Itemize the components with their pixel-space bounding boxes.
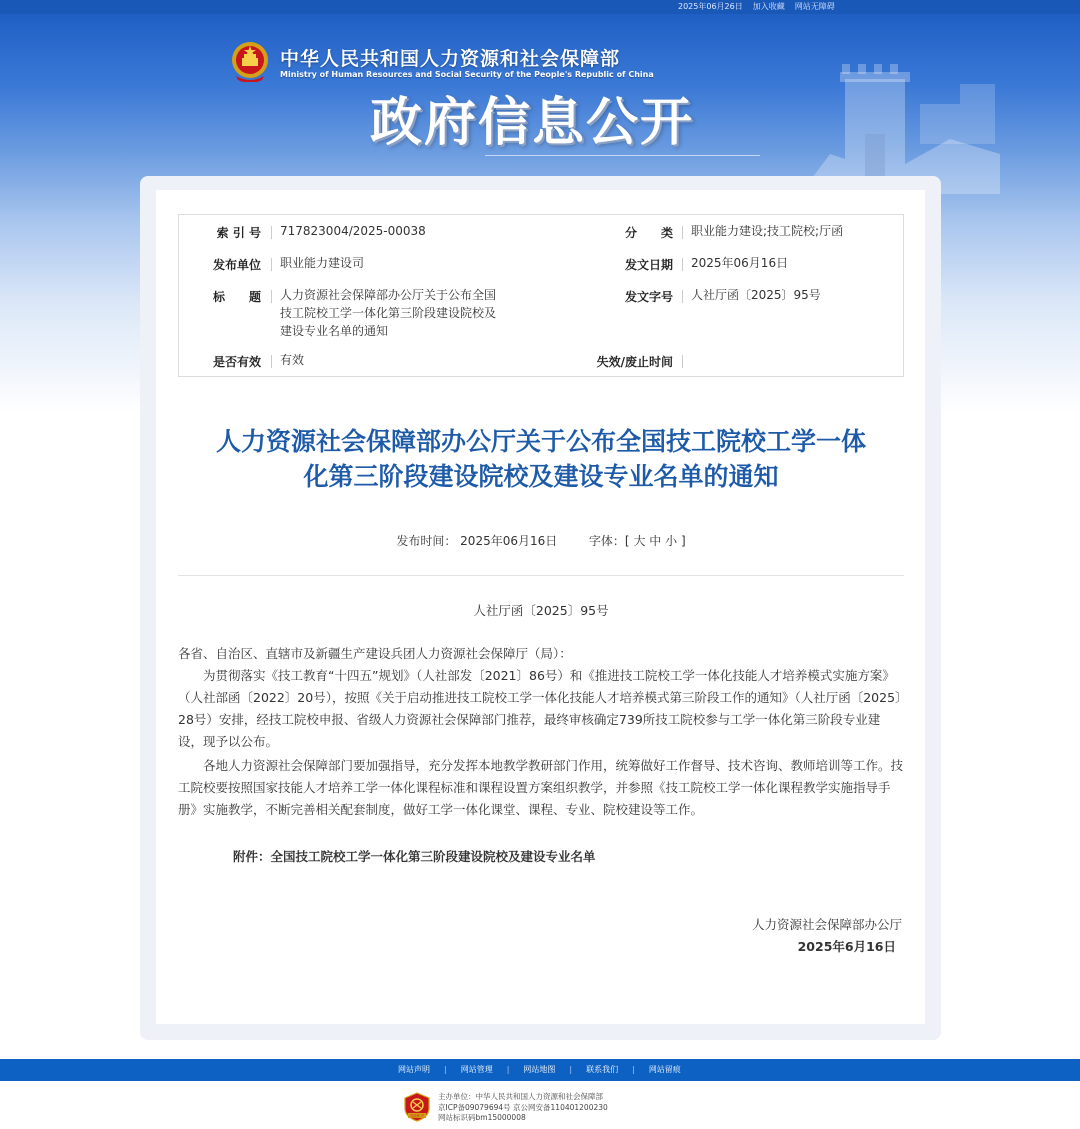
pub-time-label: 发布时间： (396, 534, 457, 548)
separator (682, 226, 683, 239)
footer-link-sitemap[interactable]: 网站地图 (523, 1065, 556, 1074)
font-size-label: 字体：[ (588, 534, 630, 548)
top-bar-links (678, 1, 835, 13)
issue-date-label: 发文日期 (624, 258, 673, 272)
footer-site-id: 网站标识码bm15000008 (438, 1113, 526, 1122)
separator (682, 355, 683, 368)
index-label: 索 引 号 (216, 226, 261, 240)
footer-link-contact[interactable]: 联系我们 (586, 1065, 619, 1074)
title-value-line: 技工院校工学一体化第三阶段建设院校及 (280, 306, 497, 320)
badge-text: 党政机关 (409, 1114, 425, 1119)
accessibility-link[interactable]: 网站无障碍 (794, 2, 835, 11)
index-value: 717823004/2025-00038 (280, 224, 426, 238)
category-label: 分 类 (624, 226, 673, 240)
footer-icp[interactable]: 京ICP备09079694号 京公网安备110401200230 (438, 1102, 608, 1112)
attachment-link[interactable]: 附件：全国技工院校工学一体化第三阶段建设院校及建设专业名单 (233, 849, 596, 864)
ministry-name-en: Ministry of Human Resources and Social Security of the People's Republic of China (280, 70, 654, 79)
signature-org: 人力资源社会保障部办公厅 (751, 917, 902, 932)
font-size-medium-button[interactable]: 中 (649, 534, 662, 548)
publisher-value: 职业能力建设司 (280, 256, 365, 270)
body-paragraph-1: 为贯彻落实《技工教育“十四五”规划》（人社部发〔2021〕86号）和《推进技工院校工学一体化技能人才培养模式实施方案》（人社部函〔2022〕20号），按照《关于启动推进技工院校工学一体化技能人才培养模式第三阶段工作的通知》（人社厅函〔2025〕28号）安排，经技工院校申报、省级人力资源社会保障部门推荐，最终审核确定739所技工院校参与工学一体化第三阶段专业建设，现予以公布。 (178, 668, 902, 749)
font-size-large-button[interactable]: 大 (633, 534, 646, 548)
footer-link-management[interactable]: 网站管理 (460, 1065, 493, 1074)
divider (178, 575, 904, 576)
publisher-label: 发布单位 (212, 258, 261, 272)
font-size-control (589, 534, 686, 548)
article-title-line: 化第三阶段建设院校及建设专业名单的通知 (303, 462, 779, 491)
article-title (178, 424, 904, 494)
title-label: 标 题 (212, 290, 261, 304)
banner-title: 政府信息公开 (370, 93, 695, 153)
valid-label: 是否有效 (212, 355, 261, 369)
title-value-line: 人力资源社会保障部办公厅关于公布全国 (280, 288, 497, 302)
separator (682, 290, 683, 303)
national-emblem-icon (230, 40, 270, 82)
ministry-name-cn: 中华人民共和国人力资源和社会保障部 (280, 48, 621, 70)
separator (271, 226, 272, 239)
valid-value: 有效 (280, 353, 305, 367)
top-bar-date: 2025年06月26日 (678, 2, 743, 11)
title-value-line: 建设专业名单的通知 (280, 324, 389, 338)
separator (271, 290, 272, 303)
separator (271, 355, 272, 368)
font-size-close: ] (680, 534, 686, 548)
separator (682, 258, 683, 271)
banner-divider (485, 155, 760, 156)
font-size-small-button[interactable]: 小 (665, 534, 678, 548)
doc-no-value: 人社厅函〔2025〕95号 (691, 288, 821, 302)
publish-info (178, 532, 904, 549)
separator (271, 258, 272, 271)
footer-nav (0, 1059, 1080, 1081)
pub-time-value: 2025年06月16日 (460, 534, 558, 548)
footer-info (438, 1092, 608, 1124)
footer-nav-links: 网站声明 | 网站管理 | 网站地图 | 联系我们 | 网站留痕 (398, 1065, 681, 1074)
signature-date: 2025年6月16日 (797, 939, 896, 954)
issue-date-value: 2025年06月16日 (691, 256, 789, 270)
footer-sponsor: 主办单位：中华人民共和国人力资源和社会保障部 (438, 1092, 603, 1101)
top-bar (0, 0, 1080, 14)
footer-link-trace[interactable]: 网站留痕 (648, 1065, 681, 1074)
expire-label: 失效/废止时间 (596, 355, 673, 369)
great-wall-illustration (800, 44, 1000, 194)
title-value (280, 286, 496, 340)
category-value: 职业能力建设;技工院校;厅函 (691, 224, 844, 238)
footer-link-statement[interactable]: 网站声明 (398, 1065, 430, 1074)
add-favorite-link[interactable]: 加入收藏 (752, 2, 785, 11)
doc-no-label: 发文字号 (624, 290, 673, 304)
body-paragraph-2: 各地人力资源社会保障部门要加强指导，充分发挥本地教学教研部门作用，统筹做好工作督导、技术咨询、教师培训等工作。技工院校要按照国家技能人才培养工学一体化课程标准和课程设置方案组织教学，并参照《技工院校工学一体化课程教学实施指导手册》实施教学，不断完善相关配套制度，做好工学一体化课堂、课程、专业、院校建设等工作。 (178, 758, 904, 817)
salutation: 各省、自治区、直辖市及新疆生产建设兵团人力资源社会保障厅（局）： (178, 646, 572, 661)
document-number: 人社厅函〔2025〕95号 (473, 603, 609, 618)
metadata-table (178, 214, 904, 377)
government-site-badge-icon[interactable] (402, 1092, 432, 1122)
article-title-line: 人力资源社会保障部办公厅关于公布全国技工院校工学一体 (215, 427, 866, 456)
